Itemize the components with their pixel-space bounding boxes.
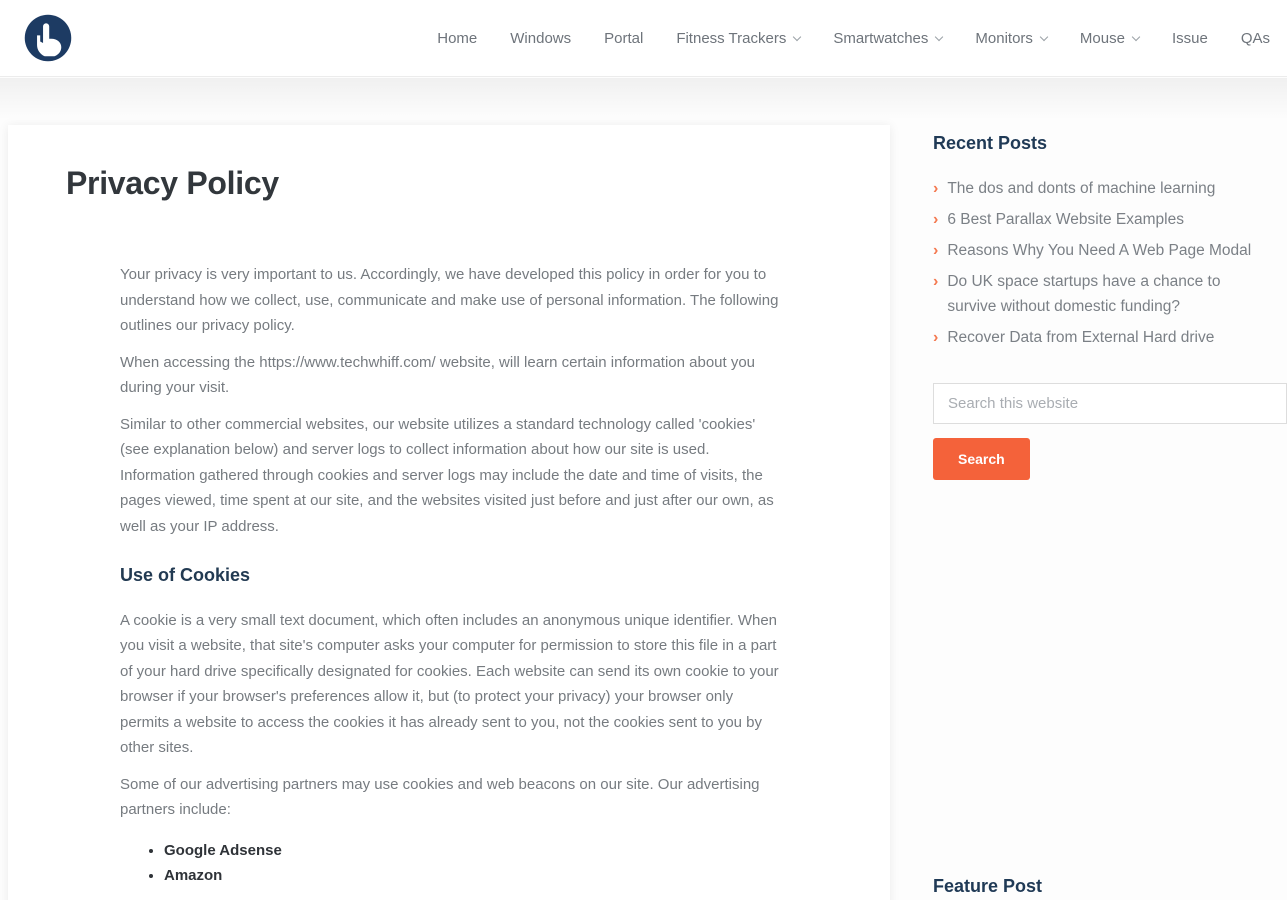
chevron-right-icon: ›	[933, 180, 939, 197]
nav-item-label: Fitness Trackers	[676, 30, 787, 47]
recent-posts-heading: Recent Posts	[933, 133, 1048, 153]
list-item	[933, 269, 1287, 319]
recent-post-link[interactable]: 6 Best Parallax Website Examples	[947, 211, 1184, 228]
nav-item-smartwatches[interactable]	[833, 30, 942, 47]
nav-item-qas[interactable]	[1241, 30, 1270, 47]
article-body	[120, 262, 780, 888]
search-input[interactable]	[933, 383, 1287, 424]
main-nav	[437, 0, 1270, 77]
nav-item-label: Smartwatches	[833, 30, 929, 47]
nav-item-issue[interactable]	[1172, 30, 1208, 47]
chevron-down-icon	[1132, 32, 1140, 40]
recent-post-link[interactable]: Recover Data from External Hard drive	[947, 329, 1215, 346]
nav-item-label: Monitors	[975, 30, 1033, 47]
site-header	[0, 0, 1287, 77]
section-heading-use-of-cookies: Use of Cookies	[120, 565, 251, 585]
chevron-down-icon	[1040, 32, 1048, 40]
list-item: • Google Adsense	[164, 838, 780, 863]
search-form	[933, 383, 1287, 480]
chevron-down-icon	[793, 32, 801, 40]
nav-item-label: Portal	[604, 30, 644, 47]
chevron-down-icon	[935, 32, 943, 40]
nav-item-monitors[interactable]	[975, 30, 1047, 47]
search-button[interactable]: Search	[933, 438, 1030, 480]
recent-post-link[interactable]: The dos and donts of machine learning	[947, 180, 1216, 197]
sidebar	[933, 125, 1287, 900]
chevron-right-icon: ›	[933, 329, 939, 346]
chevron-right-icon: ›	[933, 273, 939, 290]
feature-post-heading: Feature Post	[933, 876, 1043, 896]
paragraph: Similar to other commercial websites, our website utilizes a standard technology called 'cookies' (see explanation below) and server logs to collect information about how our site is used. Information gathered through cookies and server logs may include the date and time of visits, the pages viewed, time spent at our site, and the websites visited just before and just after our own, as well as your IP address.	[120, 415, 774, 535]
header-shadow	[0, 78, 1287, 120]
nav-item-mouse[interactable]	[1080, 30, 1139, 47]
list-item	[933, 176, 1287, 201]
page-title: Privacy Policy	[66, 165, 279, 201]
list-item	[933, 207, 1287, 232]
paragraph: Some of our advertising partners may use cookies and web beacons on our site. Our advertising partners include:	[120, 775, 760, 818]
nav-item-home[interactable]	[437, 30, 477, 47]
list-item: • Amazon	[164, 863, 780, 888]
nav-item-windows[interactable]	[510, 30, 571, 47]
list-item	[933, 238, 1287, 263]
nav-item-label: Issue	[1171, 30, 1208, 47]
chevron-right-icon: ›	[933, 211, 939, 228]
hand-pointer-icon	[24, 14, 72, 62]
paragraph: A cookie is a very small text document, which often includes an anonymous unique identifier. When you visit a website, that site's computer asks your computer for permission to store this file in a part of your hard drive specifically designated for cookies. Each website can send its own cookie to your browser if your browser's preferences allow it, but (to protect your privacy) your browser only permits a website to access the cookies it has already sent to you, not the cookies sent to you by other sites.	[120, 611, 779, 756]
list-item	[933, 325, 1287, 350]
nav-item-fitness-trackers[interactable]	[676, 30, 800, 47]
paragraph: When accessing the https://www.techwhiff.com/ website, will learn certain information about you during your visit.	[120, 353, 756, 396]
nav-item-portal[interactable]	[604, 30, 643, 47]
nav-item-label: Home	[437, 30, 478, 47]
advertising-partners-list	[164, 838, 780, 888]
nav-item-label: QAs	[1240, 30, 1270, 47]
recent-posts-list	[933, 176, 1287, 350]
paragraph: Your privacy is very important to us. Accordingly, we have developed this policy in order for you to understand how we collect, use, communicate and make use of personal information. The following outlines our privacy policy.	[120, 266, 779, 334]
site-logo[interactable]	[24, 14, 72, 62]
nav-item-label: Mouse	[1079, 30, 1125, 47]
article-card	[8, 125, 890, 900]
nav-item-label: Windows	[510, 30, 572, 47]
recent-post-link[interactable]: Do UK space startups have a chance to survive without domestic funding?	[947, 273, 1221, 315]
chevron-right-icon: ›	[933, 242, 939, 259]
recent-post-link[interactable]: Reasons Why You Need A Web Page Modal	[947, 242, 1252, 259]
